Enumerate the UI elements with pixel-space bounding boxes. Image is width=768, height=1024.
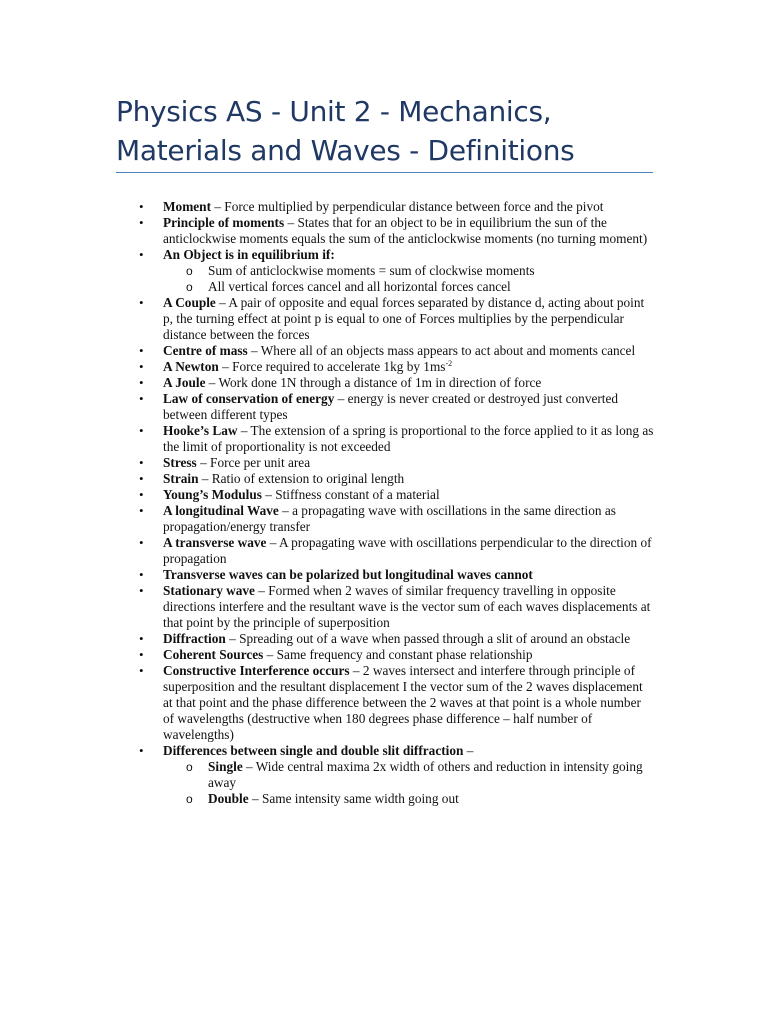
bullet-marker: •	[139, 663, 144, 678]
definition-item	[139, 295, 655, 343]
bullet-marker: •	[139, 343, 144, 358]
definition-term: Transverse waves can be polarized but longitudinal waves cannot	[163, 567, 533, 582]
bullet-marker: •	[139, 199, 144, 214]
definition-term: A Couple	[163, 295, 216, 310]
definition-term: Stress	[163, 455, 197, 470]
definition-item	[139, 391, 655, 423]
sub-item	[186, 263, 655, 279]
sub-list	[163, 263, 655, 295]
sub-bullet-marker: o	[186, 760, 193, 774]
bullet-marker: •	[139, 631, 144, 646]
definition-text: – energy is never created or destroyed just converted between different types	[163, 391, 619, 422]
definition-term: Constructive Interference occurs	[163, 663, 350, 678]
bullet-marker: •	[139, 583, 144, 598]
definition-item	[139, 247, 655, 295]
bullet-marker: •	[139, 391, 144, 406]
bullet-marker: •	[139, 647, 144, 662]
definition-text: – Work done 1N through a distance of 1m in direction of force	[205, 375, 542, 390]
definition-text: – Force multiplied by perpendicular distance between force and the pivot	[211, 199, 604, 214]
definition-text: – Where all of an objects mass appears to act about and moments cancel	[247, 343, 636, 358]
definition-item	[139, 199, 655, 215]
definition-item	[139, 743, 655, 807]
bullet-marker: •	[139, 567, 144, 582]
definition-item	[139, 343, 655, 359]
definition-item	[139, 359, 655, 375]
definition-term: Centre of mass	[163, 343, 248, 358]
definition-item	[139, 471, 655, 487]
definition-item	[139, 375, 655, 391]
definition-item	[139, 663, 655, 743]
sub-item	[186, 759, 655, 791]
definition-term: Hooke’s Law	[163, 423, 238, 438]
definition-text: – The extension of a spring is proportional to the force applied to it as long as the limit of proportionality is not exceeded	[163, 423, 654, 454]
bullet-marker: •	[139, 375, 144, 390]
definition-term: Coherent Sources	[163, 647, 264, 662]
sub-bullet-marker: o	[186, 264, 193, 278]
definition-term: Diffraction	[163, 631, 226, 646]
bullet-marker: •	[139, 295, 144, 310]
definition-term: Principle of moments	[163, 215, 285, 230]
title-underline	[116, 172, 653, 173]
definition-item	[139, 455, 655, 471]
bullet-marker: •	[139, 455, 144, 470]
definition-text: – Force required to accelerate 1kg by 1ms	[218, 359, 446, 374]
definition-term: A Joule	[163, 375, 206, 390]
definition-text: –	[463, 743, 474, 758]
definition-text: – Ratio of extension to original length	[198, 471, 405, 486]
definition-text: – A propagating wave with oscillations perpendicular to the direction of propagation	[163, 535, 652, 566]
sub-item-term: Single	[208, 759, 243, 774]
sub-bullet-marker: o	[186, 792, 193, 806]
bullet-marker: •	[139, 247, 144, 262]
definition-item	[139, 215, 655, 247]
definition-text: – 2 waves intersect and interfere through principle of superposition and the resultant displacement I the vector sum of the 2 waves displacement at that point and the phase difference between the 2 waves at that point is a whole number of wavelengths (destructive when 180 degrees phase difference – half number of wavelengths)	[163, 663, 643, 742]
sub-item-text: All vertical forces cancel and all horizontal forces cancel	[208, 279, 511, 294]
definition-text: – Formed when 2 waves of similar frequency travelling in opposite directions interfere and the resultant wave is the vector sum of each waves displacements at that point by the principle of superposition	[163, 583, 651, 630]
definition-item	[139, 583, 655, 631]
sub-item-text: – Wide central maxima 2x width of others and reduction in intensity going away	[208, 759, 643, 790]
definition-term: An Object is in equilibrium if:	[163, 247, 335, 262]
definition-term: A transverse wave	[163, 535, 267, 550]
sub-item-text: Sum of anticlockwise moments = sum of clockwise moments	[208, 263, 535, 278]
bullet-marker: •	[139, 503, 144, 518]
sub-item-term: Double	[208, 791, 249, 806]
definitions-list	[139, 199, 655, 807]
definition-term: A Newton	[163, 359, 219, 374]
sub-item	[186, 279, 655, 295]
definition-term: Moment	[163, 199, 211, 214]
definition-item	[139, 631, 655, 647]
bullet-marker: •	[139, 471, 144, 486]
unit-exponent: -2	[445, 359, 453, 368]
sub-item	[186, 791, 655, 807]
definition-text: – Same frequency and constant phase relationship	[263, 647, 533, 662]
bullet-marker: •	[139, 743, 144, 758]
definition-text: – a propagating wave with oscillations in the same direction as propagation/energy transfer	[163, 503, 616, 534]
bullet-marker: •	[139, 423, 144, 438]
bullet-marker: •	[139, 487, 144, 502]
definition-term: Differences between single and double slit diffraction	[163, 743, 464, 758]
definition-text: – A pair of opposite and equal forces separated by distance d, acting about point p, the turning effect at point p is equal to one of Forces multiplies by the perpendicular distance between the forces	[163, 295, 645, 342]
definition-item	[139, 567, 655, 583]
page-title: Physics AS - Unit 2 - Mechanics, Materials and Waves - Definitions	[116, 95, 575, 167]
definition-term: A longitudinal Wave	[163, 503, 279, 518]
definition-term: Strain	[163, 471, 199, 486]
bullet-marker: •	[139, 215, 144, 230]
definition-item	[139, 503, 655, 535]
definition-text: – Spreading out of a wave when passed through a slit of around an obstacle	[225, 631, 631, 646]
sub-bullet-marker: o	[186, 280, 193, 294]
definition-term: Law of conservation of energy	[163, 391, 335, 406]
definition-item	[139, 647, 655, 663]
definition-item	[139, 423, 655, 455]
definition-item	[139, 535, 655, 567]
sub-item-text: – Same intensity same width going out	[248, 791, 459, 806]
bullet-marker: •	[139, 535, 144, 550]
definition-text: – Stiffness constant of a material	[261, 487, 440, 502]
definition-term: Young’s Modulus	[163, 487, 262, 502]
bullet-marker: •	[139, 359, 144, 374]
definition-item	[139, 487, 655, 503]
sub-list	[163, 759, 655, 807]
definition-term: Stationary wave	[163, 583, 255, 598]
definition-text: – States that for an object to be in equilibrium the sun of the anticlockwise moments equals the sum of the anticlockwise moments (no turning moment)	[163, 215, 648, 246]
definition-text: – Force per unit area	[196, 455, 311, 470]
